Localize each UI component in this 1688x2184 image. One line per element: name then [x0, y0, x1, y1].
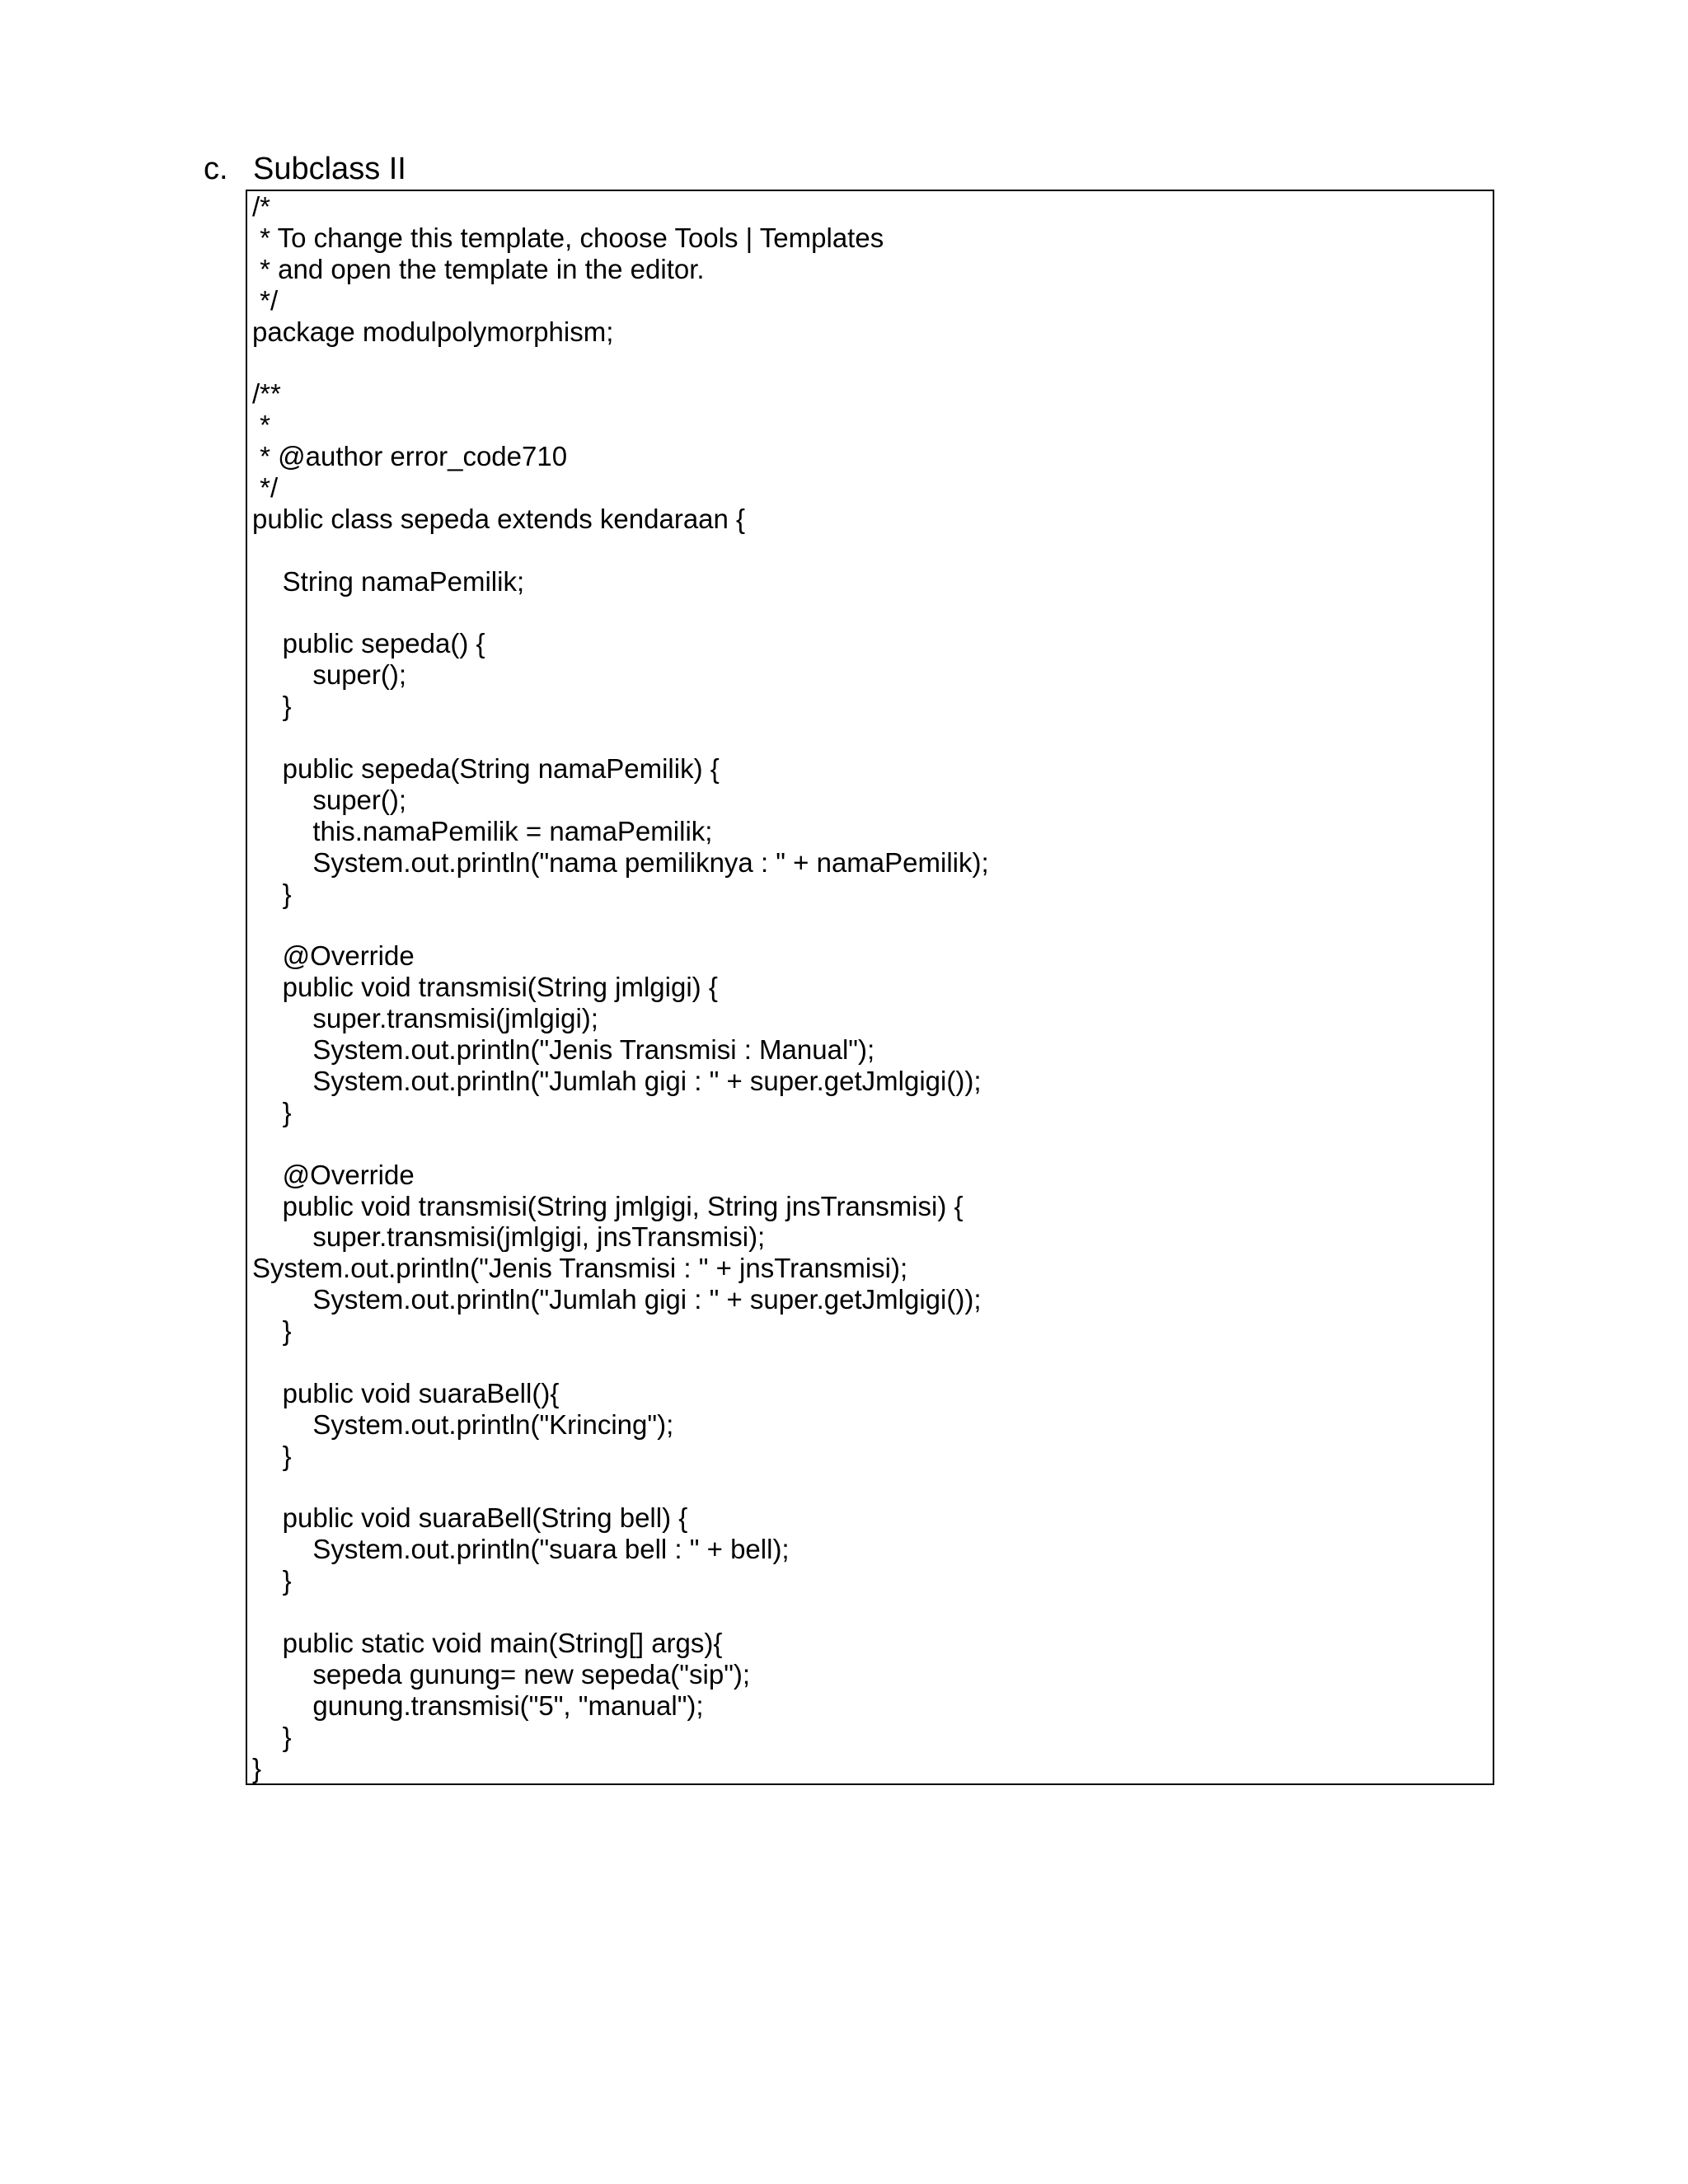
code-line: }	[252, 691, 292, 722]
code-line: *	[252, 410, 271, 441]
code-line: System.out.println("Jumlah gigi : " + super.getJmlgigi());	[252, 1284, 982, 1315]
section-heading	[204, 149, 406, 189]
code-line: public void transmisi(String jmlgigi, String jnsTransmisi) {	[252, 1190, 964, 1221]
code-line: }	[252, 1440, 292, 1471]
code-line	[252, 535, 989, 566]
code-listing	[252, 191, 989, 1783]
code-line: }	[252, 1721, 292, 1752]
code-line: }	[252, 1752, 262, 1783]
code-line: super();	[252, 659, 407, 691]
code-line	[252, 1347, 989, 1378]
code-line	[252, 909, 989, 940]
code-line: */	[252, 472, 279, 504]
code-line: public static void main(String[] args){	[252, 1627, 723, 1658]
code-line	[252, 598, 989, 629]
code-line: public void transmisi(String jmlgigi) {	[252, 972, 718, 1003]
code-line: public void suaraBell(String bell) {	[252, 1502, 688, 1534]
code-line: super.transmisi(jmlgigi, jnsTransmisi);	[252, 1221, 766, 1253]
code-line: super.transmisi(jmlgigi);	[252, 1003, 598, 1034]
code-line: public sepeda(String namaPemilik) {	[252, 753, 720, 785]
code-line	[252, 722, 989, 753]
code-line: System.out.println("Jenis Transmisi : Manual");	[252, 1034, 875, 1066]
code-line: sepeda gunung= new sepeda("sip");	[252, 1658, 751, 1690]
code-line: public class sepeda extends kendaraan {	[252, 503, 746, 534]
code-line: @Override	[252, 940, 415, 972]
code-line: */	[252, 284, 279, 316]
code-line	[252, 1472, 989, 1503]
code-line: System.out.println("Krincing");	[252, 1408, 674, 1440]
code-line: this.namaPemilik = namaPemilik;	[252, 815, 713, 846]
code-line: System.out.println("Jumlah gigi : " + super.getJmlgigi());	[252, 1065, 982, 1096]
code-line: System.out.println("suara bell : " + bell);	[252, 1534, 790, 1565]
code-line: }	[252, 1315, 292, 1347]
code-line: @Override	[252, 1159, 415, 1190]
code-line: public void suaraBell(){	[252, 1377, 560, 1408]
code-line: public sepeda() {	[252, 628, 485, 659]
list-marker: c.	[204, 152, 228, 186]
code-line: super();	[252, 784, 407, 815]
code-line: }	[252, 1565, 292, 1596]
section-title: Subclass II	[253, 152, 406, 186]
code-line: }	[252, 1096, 292, 1127]
code-line: }	[252, 878, 292, 909]
code-line: /**	[252, 378, 281, 410]
code-line	[252, 1128, 989, 1160]
code-line: /*	[252, 191, 271, 222]
code-line: System.out.println("Jenis Transmisi : " + jnsTransmisi);	[252, 1253, 908, 1284]
code-line: * @author error_code710	[252, 441, 568, 472]
code-line: System.out.println("nama pemiliknya : " + namaPemilik);	[252, 846, 989, 878]
code-line	[252, 1596, 989, 1628]
code-line: String namaPemilik;	[252, 565, 525, 597]
code-line	[252, 347, 989, 378]
code-line: gunung.transmisi("5", "manual");	[252, 1690, 704, 1721]
code-line: * To change this template, choose Tools | Templates	[252, 222, 884, 253]
code-line: package modulpolymorphism;	[252, 316, 614, 347]
code-line: * and open the template in the editor.	[252, 253, 705, 284]
